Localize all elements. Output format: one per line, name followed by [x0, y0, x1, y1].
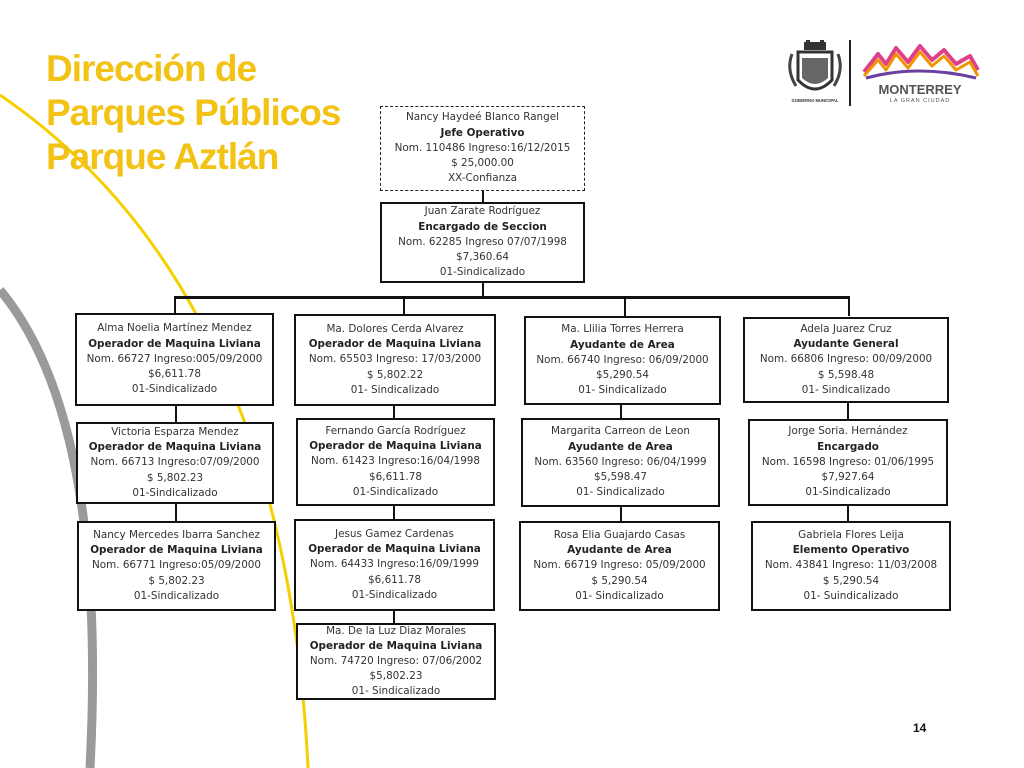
- org-box-col1-row1: [75, 313, 274, 406]
- employee-salary: $6,611.78: [148, 368, 201, 381]
- employee-role: Encargado de Seccion: [418, 220, 547, 233]
- connector-col2-a: [393, 405, 395, 419]
- connector-col4-b: [847, 505, 849, 522]
- connector-col1-b: [175, 503, 177, 522]
- org-box-col4-row3: [751, 521, 951, 611]
- employee-status: XX-Confianza: [448, 172, 517, 185]
- employee-nom: Nom. 63560 Ingreso: 06/04/1999: [534, 455, 707, 468]
- connector-col1-drop: [174, 296, 176, 314]
- employee-nom: Nom. 62285 Ingreso 07/07/1998: [398, 235, 567, 248]
- org-box-col3-row1: [524, 316, 721, 405]
- employee-salary: $ 5,802.22: [366, 368, 424, 381]
- employee-role: Encargado: [817, 440, 879, 453]
- employee-nom: Nom. 66806 Ingreso: 00/09/2000: [759, 353, 933, 366]
- employee-status: 01-Sindicalizado: [132, 486, 218, 499]
- employee-role: Ayudante General: [793, 338, 899, 351]
- connector-horizontal-bar: [174, 296, 850, 299]
- employee-role: Operador de Maquina Liviana: [309, 639, 483, 652]
- brand-tagline: LA GRAN CIUDAD: [889, 98, 951, 104]
- org-box-col2-row4: [296, 623, 496, 700]
- page-number: 14: [913, 721, 927, 735]
- brand-name: MONTERREY: [878, 82, 962, 97]
- employee-status: 01- Sindicalizado: [578, 384, 667, 397]
- employee-role: Ayudante de Area: [567, 544, 672, 557]
- connector-col3-a: [620, 404, 622, 419]
- employee-role: Ayudante de Area: [570, 338, 675, 351]
- employee-salary: $5,598.47: [594, 471, 647, 484]
- employee-salary: $6,611.78: [369, 470, 422, 483]
- employee-salary: $5,802.23: [369, 670, 423, 683]
- employee-role: Operador de Maquina Liviana: [308, 338, 482, 351]
- employee-salary: $ 5,802.23: [148, 574, 205, 587]
- employee-nom: Nom. 66740 Ingreso: 06/09/2000: [536, 353, 709, 366]
- org-box-col1-row3: [77, 521, 276, 611]
- connector-col2-c: [393, 610, 395, 624]
- employee-nom: Nom. 61423 Ingreso:16/04/1998: [310, 455, 481, 468]
- employee-nom: Nom. 43841 Ingreso: 11/03/2008: [764, 559, 938, 572]
- employee-status: 01-Sindicalizado: [352, 485, 439, 498]
- employee-status: 01- Sindicalizado: [576, 486, 665, 499]
- employee-salary: $7,927.64: [821, 471, 875, 484]
- employee-name: Ma. Llilia Torres Herrera: [561, 323, 684, 336]
- employee-role: Operador de Maquina Liviana: [308, 543, 481, 556]
- employee-nom: Nom. 74720 Ingreso: 07/06/2002: [309, 654, 483, 667]
- employee-status: 01- Suindicalizado: [803, 589, 899, 602]
- org-box-col2-row3: [294, 519, 495, 611]
- employee-salary: $7,360.64: [456, 251, 509, 264]
- connector-col2-b: [393, 505, 395, 520]
- employee-name: Alma Noelia Martínez Mendez: [97, 322, 252, 335]
- org-box-top: [380, 106, 585, 191]
- title-line-1: Dirección de: [46, 48, 257, 89]
- employee-salary: $ 5,290.54: [822, 574, 880, 587]
- monterrey-logo: [858, 42, 982, 104]
- employee-salary: $5,290.54: [596, 369, 649, 382]
- employee-nom: Nom. 110486 Ingreso:16/12/2015: [394, 141, 571, 154]
- employee-role: Ayudante de Area: [568, 440, 673, 453]
- title-line-2: Parques Públicos: [46, 92, 341, 133]
- org-box-col2-row1: [294, 314, 496, 406]
- org-box-col4-row1: [743, 317, 949, 403]
- employee-name: Gabriela Flores Leija: [798, 528, 904, 541]
- org-box-col3-row3: [519, 521, 720, 611]
- employee-name: Jesus Gamez Cardenas: [335, 527, 454, 540]
- employee-name: Juan Zarate Rodríguez: [424, 205, 541, 218]
- employee-nom: Nom. 16598 Ingreso: 01/06/1995: [761, 455, 935, 468]
- page-title: [46, 47, 341, 179]
- employee-status: 01-Sindicalizado: [351, 588, 438, 601]
- employee-role: Operador de Maquina Liviana: [309, 440, 482, 453]
- employee-name: Nancy Mercedes Ibarra Sanchez: [93, 528, 260, 541]
- employee-status: 01-Sindicalizado: [133, 589, 220, 602]
- employee-salary: $ 5,598.48: [817, 368, 875, 381]
- employee-status: 01- Sindicalizado: [575, 589, 664, 602]
- connector-col3-b: [620, 506, 622, 522]
- employee-role: Jefe Operativo: [440, 126, 525, 139]
- employee-name: Fernando García Rodríguez: [325, 424, 466, 437]
- seal-caption: GOBIERNO MUNICIPAL: [791, 98, 839, 103]
- employee-salary: $ 5,802.23: [146, 471, 204, 484]
- employee-name: Victoria Esparza Mendez: [111, 425, 239, 438]
- employee-name: Jorge Soria. Hernández: [788, 425, 908, 438]
- employee-status: 01-Sindicalizado: [131, 383, 218, 396]
- employee-status: 01-Sindicalizado: [439, 266, 526, 279]
- connector-col3-drop: [624, 296, 626, 316]
- employee-role: Elemento Operativo: [792, 544, 910, 557]
- employee-nom: Nom. 64433 Ingreso:16/09/1999: [309, 558, 480, 571]
- municipal-seal-logo: [784, 40, 846, 108]
- connector-col1-a: [175, 405, 177, 423]
- title-line-3: Parque Aztlán: [46, 136, 279, 177]
- logo-divider: [849, 40, 851, 106]
- connector-col4-drop: [848, 296, 850, 316]
- org-box-col1-row2: [76, 422, 274, 504]
- employee-status: 01- Sindicalizado: [350, 383, 440, 396]
- employee-name: Margarita Carreon de Leon: [551, 425, 690, 438]
- employee-nom: Nom. 66771 Ingreso:05/09/2000: [91, 559, 262, 572]
- org-box-col4-row2: [748, 419, 948, 506]
- employee-status: 01-Sindicalizado: [805, 486, 891, 499]
- employee-role: Operador de Maquina Liviana: [88, 337, 261, 350]
- connector-col2-drop: [403, 296, 405, 314]
- org-box-col2-row2: [296, 418, 495, 506]
- employee-nom: Nom. 65503 Ingreso: 17/03/2000: [308, 353, 482, 366]
- org-box-second: [380, 202, 585, 283]
- employee-nom: Nom. 66719 Ingreso: 05/09/2000: [533, 559, 706, 572]
- employee-name: Ma. Dolores Cerda Alvarez: [326, 322, 464, 335]
- employee-name: Rosa Elia Guajardo Casas: [553, 528, 686, 541]
- employee-name: Adela Juarez Cruz: [800, 322, 892, 335]
- employee-salary: $ 5,290.54: [591, 574, 648, 587]
- employee-role: Operador de Maquina Liviana: [90, 544, 263, 557]
- employee-nom: Nom. 66713 Ingreso:07/09/2000: [90, 456, 260, 469]
- org-box-col3-row2: [521, 418, 720, 507]
- employee-name: Nancy Haydeé Blanco Rangel: [405, 111, 560, 124]
- employee-nom: Nom. 66727 Ingreso:005/09/2000: [86, 352, 263, 365]
- employee-name: Ma. De la Luz Diaz Morales: [326, 624, 466, 637]
- connector-col4-a: [847, 402, 849, 420]
- employee-status: 01- Sindicalizado: [351, 685, 441, 698]
- employee-role: Operador de Maquina Liviana: [88, 441, 262, 454]
- employee-salary: $6,611.78: [368, 573, 421, 586]
- employee-salary: $ 25,000.00: [451, 157, 514, 170]
- employee-status: 01- Sindicalizado: [801, 383, 891, 396]
